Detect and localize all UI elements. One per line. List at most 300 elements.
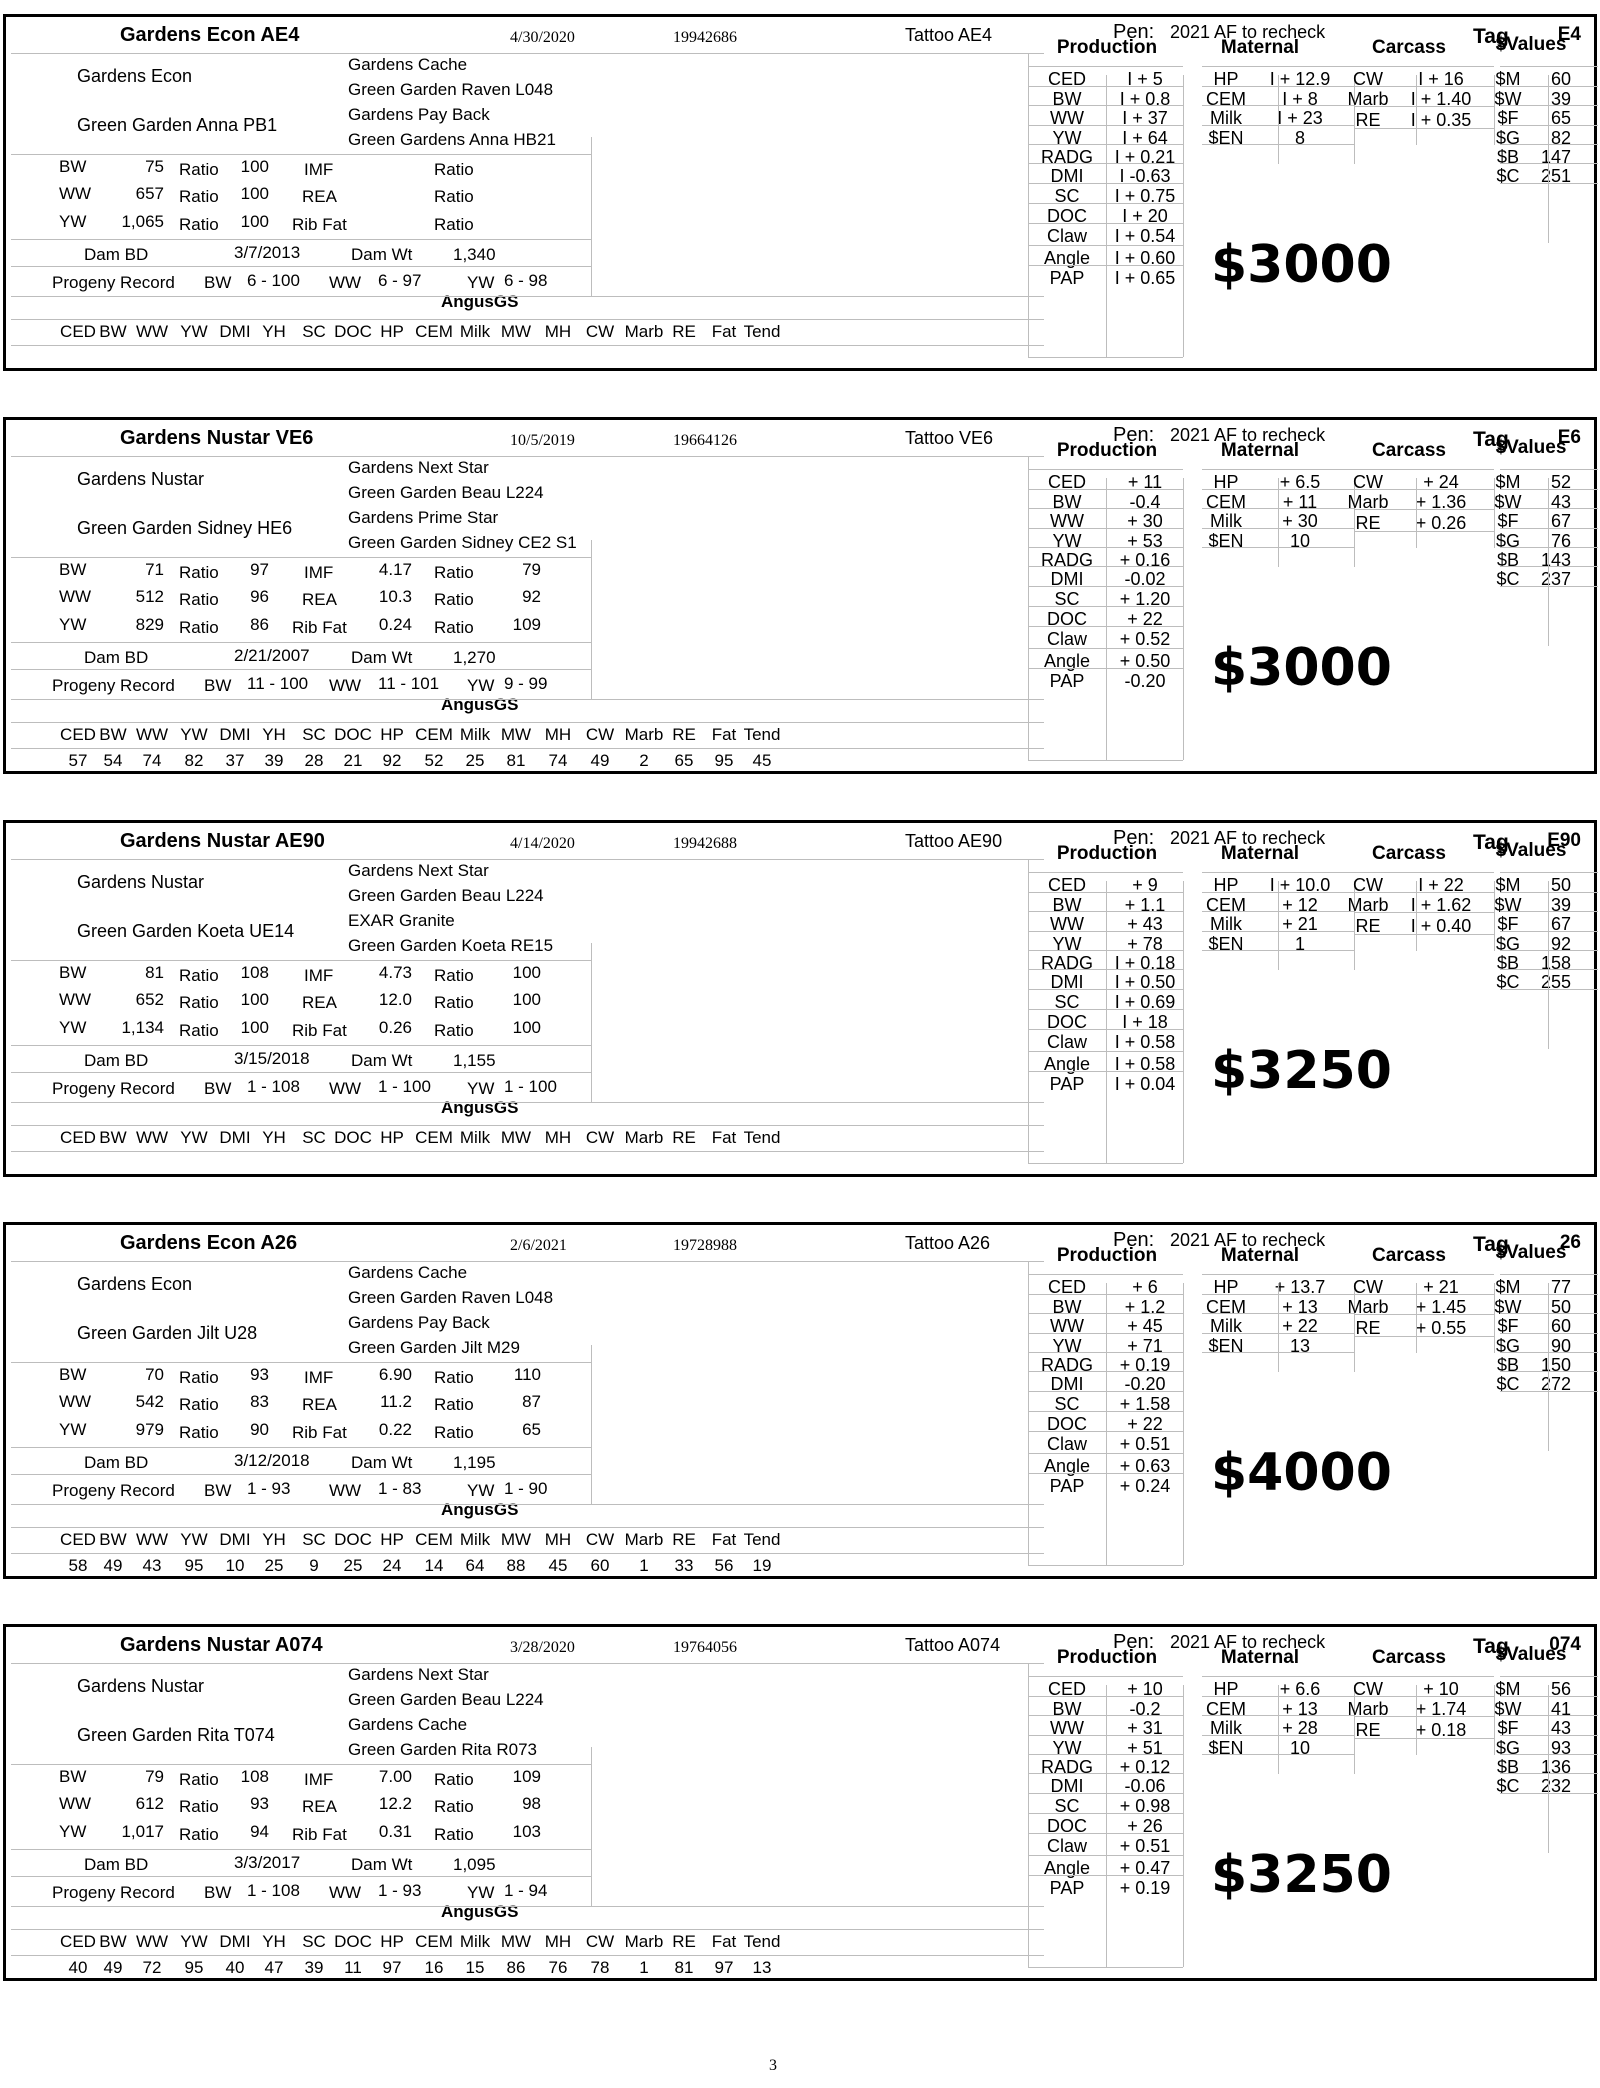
grid-line (1202, 66, 1354, 67)
production-trait: PAP (1049, 671, 1085, 691)
values-value: 93 (1550, 1738, 1571, 1758)
production-value: + 31 (1127, 1718, 1163, 1738)
carcass-measure-label: Rib Fat (292, 618, 347, 637)
grid-line (1500, 1333, 1598, 1334)
gs-trait-value: 39 (264, 751, 284, 770)
grid-line (1028, 872, 1183, 873)
dam-bd-value: 3/12/2018 (234, 1451, 310, 1470)
production-trait: WW (1050, 1718, 1084, 1738)
grid-line (11, 1102, 1044, 1103)
tattoo: Tattoo A26 (905, 1233, 991, 1253)
production-trait: RADG (1040, 953, 1093, 973)
dam-bd-value: 2/21/2007 (234, 646, 310, 665)
grid-line (1028, 1663, 1029, 1967)
animal-name: Gardens Nustar A074 (120, 1634, 323, 1656)
grid-line (1500, 469, 1598, 470)
gs-trait-value: 49 (590, 751, 610, 770)
dam-wt-value: 1,155 (453, 1051, 496, 1070)
grid-line (1106, 478, 1107, 760)
angus-gs-label: AngusGS (441, 1500, 519, 1519)
grid-line (1202, 1274, 1354, 1275)
maternal-trait: Milk (1210, 1316, 1242, 1336)
grid-line (1500, 1735, 1598, 1736)
gs-trait-value: 33 (674, 1556, 694, 1575)
ratio-label: Ratio (179, 1021, 219, 1040)
production-trait: YW (1052, 1738, 1082, 1758)
gs-trait-value: 95 (714, 751, 734, 770)
values-value: 60 (1550, 1316, 1571, 1336)
grid-line (11, 1527, 1044, 1528)
gs-trait-label: Fat (711, 1932, 737, 1951)
production-trait: SC (1054, 1796, 1080, 1816)
pen-value: 2021 AF to recheck (1170, 1632, 1326, 1652)
production-value: + 11 (1127, 472, 1163, 492)
production-header: Production (1056, 1245, 1158, 1266)
gs-trait-value: 14 (424, 1556, 444, 1575)
production-trait: YW (1052, 1336, 1082, 1356)
production-trait: Claw (1046, 1836, 1087, 1856)
carcass-measure-label: REA (302, 993, 337, 1012)
tag-label: Tag (1473, 25, 1509, 48)
gs-trait-value: 72 (142, 1958, 162, 1977)
gs-trait-label: Fat (711, 322, 737, 341)
progeny-yw-label: YW (467, 1079, 495, 1098)
carcass-value: + 0.26 (1415, 513, 1467, 533)
carcass-value: I + 1.40 (1410, 89, 1472, 109)
maternal-trait: HP (1213, 69, 1239, 89)
maternal-trait: $EN (1208, 1738, 1244, 1758)
gs-trait-label: CEM (415, 1530, 453, 1549)
grid-line (1028, 648, 1183, 649)
grid-line (1202, 950, 1354, 951)
maternal-value: I + 23 (1277, 108, 1323, 128)
maternal-trait: $EN (1208, 1336, 1244, 1356)
gs-trait-label: MW (500, 1128, 532, 1147)
production-value: + 71 (1127, 1336, 1163, 1356)
gs-trait-label: MH (544, 1128, 572, 1147)
grid-line (1500, 105, 1598, 106)
ratio-label: Ratio (434, 1021, 474, 1040)
production-value: + 78 (1127, 934, 1163, 954)
grid-line (11, 669, 591, 670)
maternal-value: 8 (1294, 128, 1305, 148)
dam-bd-label: Dam BD (84, 1855, 149, 1874)
production-value: + 22 (1127, 1414, 1163, 1434)
ratio-label: Ratio (434, 563, 474, 582)
carcass-value: + 10 (1423, 1679, 1459, 1699)
grid-line (1500, 86, 1598, 87)
tattoo: Tattoo AE90 (905, 831, 1003, 851)
grid-line (11, 154, 591, 155)
page-number: 3 (769, 2057, 777, 2074)
values-trait: $W (1494, 895, 1522, 915)
carcass-measure-label: IMF (304, 563, 334, 582)
grid-line (1500, 547, 1598, 548)
grid-line (1278, 478, 1279, 567)
grid-line (1354, 1336, 1494, 1337)
grid-line (1028, 223, 1183, 224)
dam-bd-value: 3/7/2013 (234, 243, 301, 262)
gs-trait-value: 1 (639, 1958, 649, 1977)
registration-number: 19942686 (673, 29, 737, 46)
gs-trait-label: CW (585, 1128, 615, 1147)
pen-value: 2021 AF to recheck (1170, 1230, 1326, 1250)
gs-trait-value: 57 (68, 751, 88, 770)
carcass-value: + 0.18 (1415, 1720, 1467, 1740)
maternal-header: Maternal (1220, 37, 1300, 58)
grid-line (591, 540, 592, 699)
grid-line (1028, 606, 1183, 607)
grid-line (1202, 125, 1354, 126)
gs-trait-value: 24 (382, 1556, 402, 1575)
carcass-trait: CW (1353, 1679, 1383, 1699)
maternal-value: 10 (1289, 531, 1311, 551)
ratio-label: Ratio (434, 1395, 474, 1414)
carcass-measure-value: 11.2 (380, 1392, 412, 1411)
carcass-measure-label: Rib Fat (292, 1825, 347, 1844)
carcass-value: + 1.45 (1415, 1297, 1467, 1317)
gs-trait-label: CED (60, 1530, 96, 1549)
sire-name: Gardens Nustar (77, 872, 205, 892)
pen-label: Pen: (1113, 424, 1155, 446)
measure-value: 979 (135, 1420, 164, 1439)
gs-trait-label: Marb (624, 1128, 664, 1147)
grid-line (1028, 105, 1183, 106)
gs-trait-value: 74 (548, 751, 568, 770)
gs-trait-label: BW (99, 1128, 127, 1147)
lot-card (3, 820, 1597, 1177)
gs-trait-label: MW (500, 725, 532, 744)
production-value: I + 0.21 (1114, 147, 1176, 167)
grid-line (1500, 1715, 1598, 1716)
carcass-measure-value: 0.24 (378, 615, 412, 634)
dam-wt-label: Dam Wt (351, 1453, 413, 1472)
measure-value: 1,134 (121, 1018, 164, 1037)
ratio-value: 86 (250, 615, 269, 634)
pedigree-line: Green Garden Rita R073 (348, 1740, 537, 1759)
carcass-ratio-value: 100 (512, 1018, 541, 1037)
grid-line (1028, 1833, 1183, 1834)
grid-line (1202, 911, 1354, 912)
maternal-trait: CEM (1206, 895, 1246, 915)
ratio-label: Ratio (434, 160, 474, 179)
dam-wt-value: 1,340 (453, 245, 496, 264)
gs-trait-label: Tend (743, 1530, 781, 1549)
carcass-trait: CW (1353, 69, 1383, 89)
grid-line (1028, 859, 1029, 1163)
gs-trait-label: WW (135, 1530, 169, 1549)
registration-number: 19764056 (673, 1639, 737, 1656)
animal-name: Gardens Nustar VE6 (120, 427, 314, 449)
production-trait: DOC (1047, 206, 1087, 226)
values-value: 39 (1550, 89, 1571, 109)
values-trait: $G (1495, 934, 1520, 954)
pedigree-line: Green Garden Koeta RE15 (348, 936, 554, 955)
gs-trait-label: Milk (459, 1932, 491, 1951)
carcass-trait: RE (1355, 513, 1381, 533)
sale-price: $3250 (1211, 1845, 1392, 1905)
maternal-value: I + 10.0 (1269, 875, 1331, 895)
grid-line (1202, 547, 1354, 548)
gs-trait-label: YH (262, 322, 286, 341)
values-trait: $C (1496, 1374, 1520, 1394)
values-value: 52 (1550, 472, 1571, 492)
dam-name: Green Garden Rita T074 (77, 1725, 275, 1745)
grid-line (1028, 1371, 1183, 1372)
production-value: + 0.98 (1119, 1796, 1171, 1816)
grid-line (1028, 1967, 1183, 1968)
values-value: 272 (1540, 1374, 1571, 1394)
progeny-bw-label: BW (204, 1079, 232, 1098)
gs-trait-label: DMI (219, 322, 251, 341)
values-trait: $M (1495, 69, 1521, 89)
gs-trait-label: DOC (334, 1128, 372, 1147)
values-value: 147 (1540, 147, 1571, 167)
gs-trait-label: CW (585, 1932, 615, 1951)
production-value: I + 0.58 (1114, 1054, 1176, 1074)
carcass-measure-label: Rib Fat (292, 215, 347, 234)
ratio-label: Ratio (179, 1368, 219, 1387)
carcass-trait: Marb (1347, 895, 1389, 915)
production-value: + 30 (1127, 511, 1163, 531)
ratio-label: Ratio (179, 187, 219, 206)
tattoo: Tattoo AE4 (905, 25, 993, 45)
grid-line (1500, 528, 1598, 529)
gs-trait-value: 16 (424, 1958, 444, 1977)
gs-trait-value: 25 (264, 1556, 284, 1575)
grid-line (1202, 892, 1354, 893)
gs-trait-value: 25 (343, 1556, 363, 1575)
production-trait: DMI (1050, 569, 1084, 589)
maternal-value: + 11 (1282, 492, 1318, 512)
ratio-label: Ratio (179, 993, 219, 1012)
grid-line (1500, 1313, 1598, 1314)
grid-line (1500, 989, 1598, 990)
gs-trait-label: WW (135, 322, 169, 341)
gs-trait-label: Marb (624, 1530, 664, 1549)
gs-trait-label: DMI (219, 725, 251, 744)
grid-line (1028, 245, 1183, 246)
carcass-measure-label: Rib Fat (292, 1423, 347, 1442)
grid-line (1028, 1793, 1183, 1794)
gs-trait-value: 37 (225, 751, 245, 770)
gs-trait-label: Marb (624, 725, 664, 744)
values-trait: $M (1495, 875, 1521, 895)
grid-line (1028, 931, 1183, 932)
maternal-trait: Milk (1210, 511, 1242, 531)
production-trait: BW (1052, 895, 1082, 915)
values-trait: $W (1494, 89, 1522, 109)
values-value: 136 (1540, 1757, 1571, 1777)
carcass-value: + 0.55 (1415, 1318, 1467, 1338)
grid-line (11, 319, 1044, 320)
gs-trait-label: SC (302, 725, 326, 744)
production-trait: PAP (1049, 268, 1085, 288)
production-value: + 43 (1127, 914, 1163, 934)
pen-label: Pen: (1113, 1229, 1155, 1251)
values-trait: $F (1497, 1316, 1519, 1336)
gs-trait-label: BW (99, 725, 127, 744)
carcass-ratio-value: 92 (522, 587, 541, 606)
production-trait: SC (1054, 1394, 1080, 1414)
dam-name: Green Garden Anna PB1 (77, 115, 278, 135)
grid-line (1500, 911, 1598, 912)
grid-line (11, 1663, 1044, 1664)
gs-trait-label: YW (180, 1932, 208, 1951)
production-value: I + 0.50 (1114, 972, 1176, 992)
progeny-bw-value: 6 - 100 (247, 271, 300, 290)
gs-trait-label: RE (672, 1530, 696, 1549)
carcass-value: I + 22 (1418, 875, 1464, 895)
grid-line (1500, 125, 1598, 126)
gs-trait-label: YW (180, 1128, 208, 1147)
carcass-trait: Marb (1347, 1297, 1389, 1317)
carcass-measure-value: 4.17 (378, 560, 412, 579)
pedigree-line: Green Garden Sidney CE2 S1 (348, 533, 577, 552)
ratio-label: Ratio (434, 215, 474, 234)
grid-line (1028, 1875, 1183, 1876)
production-value: -0.20 (1124, 1374, 1166, 1394)
gs-trait-label: WW (135, 1932, 169, 1951)
gs-trait-label: Marb (624, 1932, 664, 1951)
grid-line (1028, 1163, 1183, 1164)
values-trait: $B (1496, 1757, 1520, 1777)
grid-line (11, 859, 1044, 860)
progeny-label: Progeny Record (52, 1883, 175, 1902)
maternal-value: I + 12.9 (1269, 69, 1331, 89)
progeny-yw-label: YW (467, 273, 495, 292)
production-trait: DOC (1047, 1012, 1087, 1032)
ratio-label: Ratio (434, 618, 474, 637)
birth-date: 4/30/2020 (510, 29, 575, 46)
production-trait: CED (1047, 1277, 1086, 1297)
gs-trait-value: 25 (465, 751, 485, 770)
progeny-label: Progeny Record (52, 676, 175, 695)
gs-trait-value: 97 (382, 1958, 402, 1977)
grid-line (11, 557, 591, 558)
gs-trait-label: DOC (334, 1932, 372, 1951)
measure-value: 81 (145, 963, 164, 982)
gs-trait-label: CEM (415, 1128, 453, 1147)
grid-line (1106, 1283, 1107, 1565)
maternal-value: + 6.5 (1279, 472, 1321, 492)
values-trait: $G (1495, 531, 1520, 551)
dam-wt-label: Dam Wt (351, 1051, 413, 1070)
production-trait: BW (1052, 89, 1082, 109)
grid-line (1106, 881, 1107, 1163)
values-value: 60 (1550, 69, 1571, 89)
values-trait: $F (1497, 1718, 1519, 1738)
grid-line (1028, 489, 1183, 490)
grid-line (1028, 144, 1183, 145)
production-value: + 9 (1132, 875, 1158, 895)
lot-card (3, 1222, 1597, 1579)
pen-label: Pen: (1113, 827, 1155, 849)
carcass-trait: RE (1355, 916, 1381, 936)
grid-line (1500, 931, 1598, 932)
dam-name: Green Garden Sidney HE6 (77, 518, 293, 538)
maternal-header: Maternal (1220, 1245, 1300, 1266)
production-value: + 51 (1127, 1738, 1163, 1758)
pedigree-line: Gardens Next Star (348, 861, 489, 880)
grid-line (1202, 1676, 1354, 1677)
grid-line (1278, 75, 1279, 164)
sale-price: $3000 (1211, 638, 1392, 698)
gs-trait-value: 95 (184, 1556, 204, 1575)
production-value: + 0.51 (1119, 1836, 1171, 1856)
carcass-trait: CW (1353, 875, 1383, 895)
gs-trait-label: SC (302, 1128, 326, 1147)
gs-trait-label: MH (544, 725, 572, 744)
tattoo: Tattoo A074 (905, 1635, 1001, 1655)
grid-line (591, 1345, 592, 1504)
production-trait: DOC (1047, 1816, 1087, 1836)
birth-date: 2/6/2021 (510, 1237, 567, 1254)
production-trait: PAP (1049, 1878, 1085, 1898)
carcass-measure-label: IMF (304, 966, 334, 985)
ratio-value: 97 (250, 560, 269, 579)
carcass-value: + 21 (1423, 1277, 1459, 1297)
values-header: $Values (1495, 1644, 1567, 1665)
production-header: Production (1056, 1647, 1158, 1668)
maternal-header: Maternal (1220, 843, 1300, 864)
grid-line (1500, 489, 1598, 490)
grid-line (1354, 489, 1494, 490)
gs-trait-label: SC (302, 1530, 326, 1549)
progeny-bw-value: 1 - 108 (247, 1077, 300, 1096)
grid-line (1028, 1029, 1183, 1030)
sire-name: Gardens Econ (77, 66, 193, 86)
grid-line (1028, 1813, 1183, 1814)
gs-trait-label: SC (302, 322, 326, 341)
progeny-bw-label: BW (204, 273, 232, 292)
production-value: I + 0.8 (1119, 89, 1171, 109)
maternal-value: + 13 (1282, 1297, 1318, 1317)
gs-trait-label: DOC (334, 1530, 372, 1549)
gs-trait-label: BW (99, 1530, 127, 1549)
grid-line (11, 1261, 1044, 1262)
grid-line (11, 266, 591, 267)
ratio-label: Ratio (179, 1770, 219, 1789)
carcass-trait: RE (1355, 1318, 1381, 1338)
grid-line (1202, 1754, 1354, 1755)
grid-line (1202, 931, 1354, 932)
production-value: + 0.51 (1119, 1434, 1171, 1454)
carcass-ratio-value: 100 (512, 963, 541, 982)
gs-trait-label: MH (544, 1530, 572, 1549)
carcass-measure-value: 7.00 (378, 1767, 412, 1786)
production-value: + 0.47 (1119, 1858, 1171, 1878)
production-value: + 26 (1127, 1816, 1163, 1836)
values-trait: $F (1497, 511, 1519, 531)
sire-name: Gardens Nustar (77, 469, 205, 489)
pen-value: 2021 AF to recheck (1170, 22, 1326, 42)
carcass-ratio-value: 110 (513, 1365, 541, 1384)
production-trait: Claw (1046, 1032, 1087, 1052)
values-trait: $B (1496, 147, 1520, 167)
grid-line (1500, 1391, 1598, 1392)
carcass-value: + 1.36 (1415, 492, 1467, 512)
birth-date: 3/28/2020 (510, 1639, 575, 1656)
grid-line (1028, 528, 1183, 529)
values-value: 143 (1540, 550, 1571, 570)
carcass-measure-label: REA (302, 590, 337, 609)
grid-line (1028, 1391, 1183, 1392)
production-trait: Claw (1046, 226, 1087, 246)
production-value: I + 0.69 (1114, 992, 1176, 1012)
values-value: 67 (1550, 914, 1571, 934)
measure-value: 1,017 (121, 1822, 164, 1841)
